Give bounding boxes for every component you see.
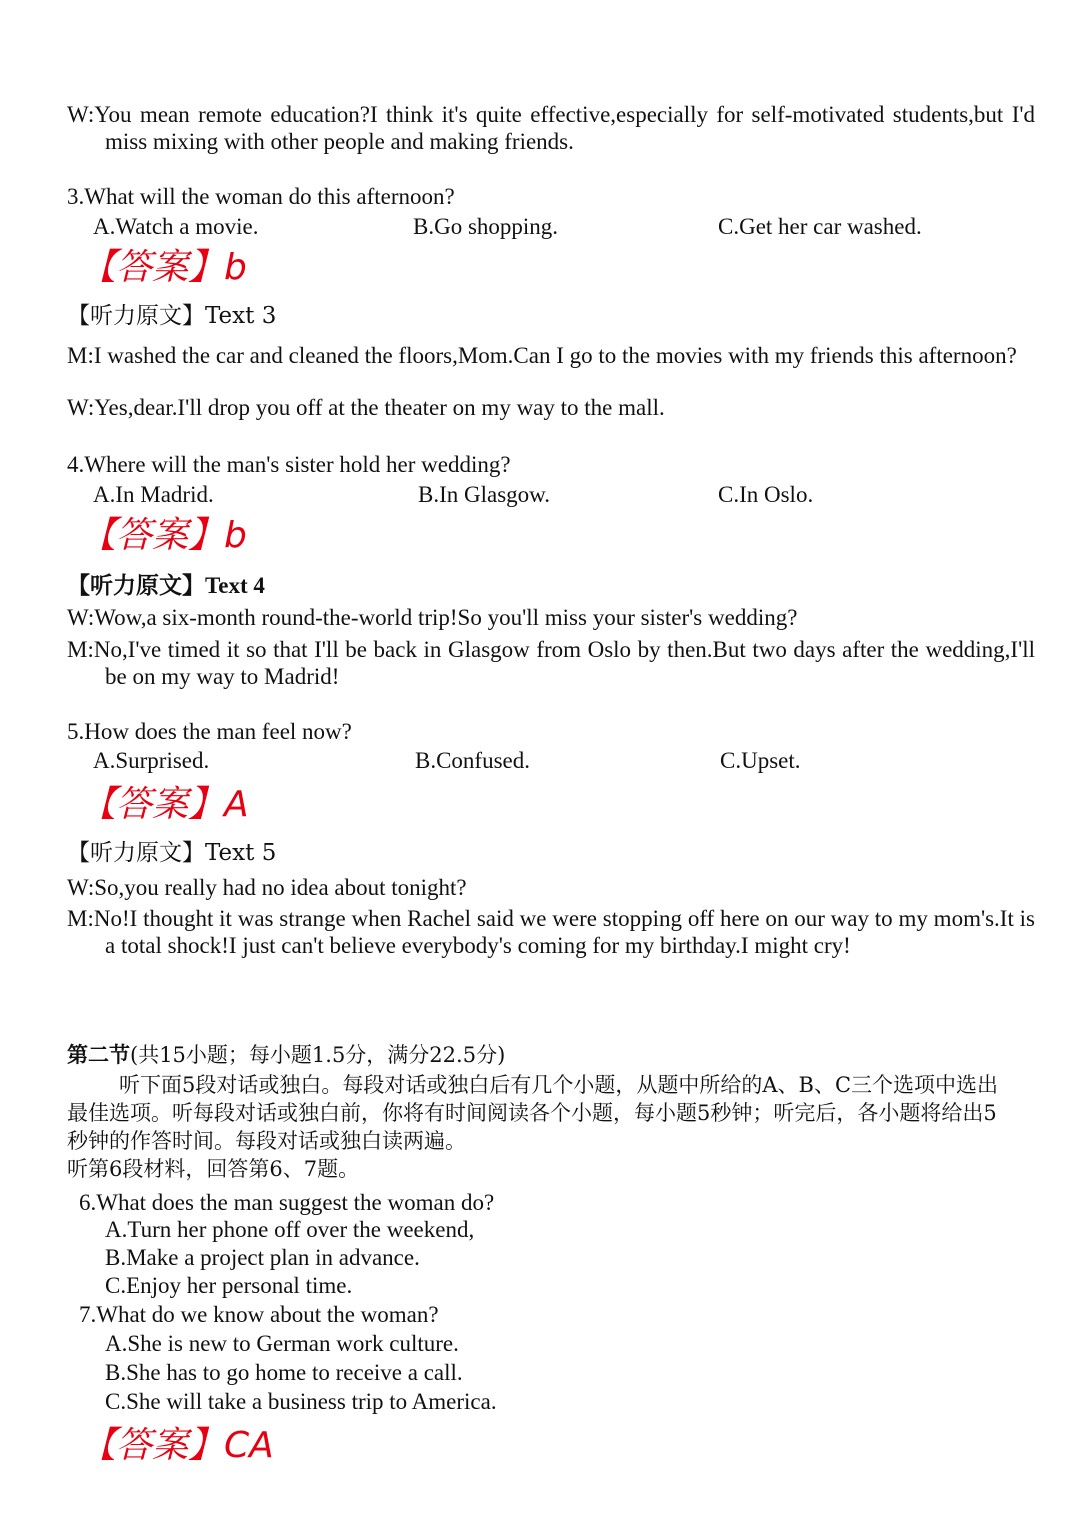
q6-option-c: C.Enjoy her personal time. (105, 1273, 353, 1298)
q6-option-b: B.Make a project plan in advance. (105, 1245, 420, 1270)
q4-option-a: A.In Madrid. (93, 482, 214, 507)
q5-woman-line: W:So,you really had no idea about tonight? (67, 875, 467, 900)
q5-transcript-label: 【听力原文】Text 5 (67, 840, 277, 866)
q3-question: 3.What will the woman do this afternoon? (67, 184, 455, 209)
q4-transcript-label (67, 572, 265, 600)
q5-option-b: B.Confused. (415, 748, 530, 773)
q3-transcript-label: 【听力原文】Text 3 (67, 303, 277, 329)
q4-option-c: C.In Oslo. (718, 482, 814, 507)
q5-option-a: A.Surprised. (93, 748, 210, 773)
q5-option-c: C.Upset. (720, 748, 801, 773)
section2-material: 听第6段材料，回答第6、7题。 (67, 1157, 360, 1181)
q7-option-a: A.She is new to German work culture. (105, 1331, 459, 1356)
q3-woman-line: W:Yes,dear.I'll drop you off at the theater on my way to the mall. (67, 395, 665, 420)
section2-heading (67, 1041, 505, 1069)
q3-option-a: A.Watch a movie. (93, 214, 259, 239)
q7-question: 7.What do we know about the woman? (79, 1302, 439, 1327)
q4-transcript-label-en: Text 4 (205, 573, 265, 598)
q4-option-b: B.In Glasgow. (418, 482, 551, 507)
q4-answer: 【答案】b (80, 515, 247, 556)
q5-answer: 【答案】A (80, 784, 249, 825)
q6-option-a: A.Turn her phone off over the weekend, (105, 1217, 475, 1242)
section2-instructions: 听下面5段对话或独白。每段对话或独白后有几个小题，从题中所给的A、B、C三个选项中选出最佳选项。听每段对话或独白前，你将有时间阅读各个小题，每小题5秒钟；听完后，各小题将给出5秒钟的作答时间。每段对话或独白读两遍。 (67, 1073, 999, 1153)
q5-question: 5.How does the man feel now? (67, 719, 352, 744)
q6-question: 6.What does the man suggest the woman do? (79, 1190, 495, 1215)
section2-title: 第二节 (67, 1042, 130, 1067)
q4-woman-line: W:Wow,a six-month round-the-world trip!So you'll miss your sister's wedding? (67, 605, 798, 630)
q2-woman-line: W:You mean remote education?I think it's quite effective,especially for self-motivated students,but I'd miss mixing with other people and making friends. (67, 102, 1035, 154)
q7-option-b: B.She has to go home to receive a call. (105, 1360, 463, 1385)
q7-option-c: C.She will take a business trip to America. (105, 1389, 497, 1414)
q4-man-line: M:No,I've timed it so that I'll be back in Glasgow from Oslo by then.But two days after the wedding,I'll be on my way to Madrid! (67, 637, 1035, 689)
q5-man-line: M:No!I thought it was strange when Rachel said we were stopping off here on our way to my mom's.It is a total shock!I just can't believe everybody's coming for my birthday.I might cry! (67, 906, 1035, 958)
q3-option-c: C.Get her car washed. (718, 214, 922, 239)
q4-question: 4.Where will the man's sister hold her wedding? (67, 452, 511, 477)
q3-man-line: M:I washed the car and cleaned the floors,Mom.Can I go to the movies with my friends this afternoon? (67, 343, 1017, 368)
q67-answer: 【答案】CA (80, 1425, 274, 1466)
q4-transcript-label-cn: 【听力原文】 (67, 572, 205, 599)
q3-option-b: B.Go shopping. (413, 214, 559, 239)
section2-title-rest: (共15小题；每小题1.5分，满分22.5分) (130, 1043, 506, 1067)
q3-answer: 【答案】b (80, 247, 247, 288)
